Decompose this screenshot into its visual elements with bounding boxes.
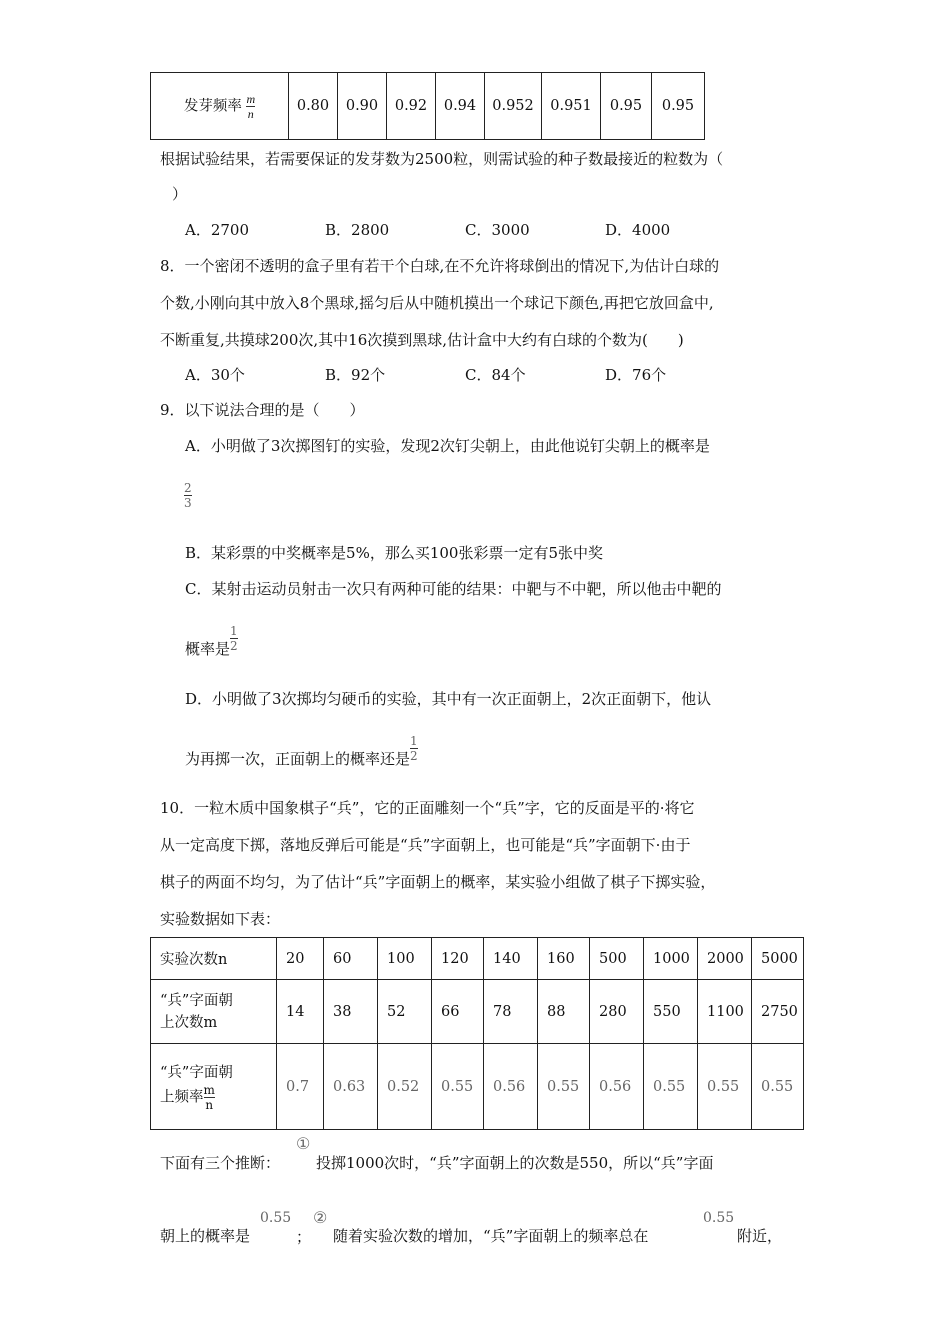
- rate-cell: 0.90: [338, 73, 387, 140]
- table-cell: 1000: [644, 938, 698, 980]
- table-cell: 100: [378, 938, 432, 980]
- q9-option-a-fraction: $\frac{2}{3}$: [184, 481, 192, 510]
- table-cell: 280: [590, 980, 644, 1044]
- table-row: [151, 938, 804, 980]
- option-c: C．3000: [465, 221, 530, 239]
- rate-cell: 0.92: [387, 73, 436, 140]
- q7-close: ）: [172, 185, 188, 203]
- table-cell: 0.56: [484, 1044, 538, 1130]
- germination-table: [150, 72, 705, 140]
- table-cell: 0.55: [644, 1044, 698, 1130]
- table-cell: 120: [432, 938, 484, 980]
- table-cell: 0.63: [324, 1044, 378, 1130]
- table-row: [151, 1044, 804, 1130]
- q9-stem: 9．以下说法合理的是（ ）: [160, 401, 365, 419]
- table-cell: 78: [484, 980, 538, 1044]
- table-cell: 160: [538, 938, 590, 980]
- semicolon: ；: [296, 1228, 312, 1246]
- inference-intro: 下面有三个推断：: [160, 1154, 281, 1172]
- inference-one: 投掷1000次时，“兵”字面朝上的次数是550，所以“兵”字面: [316, 1154, 714, 1172]
- q8-line: 8．一个密闭不透明的盒子里有若干个白球,在不允许将球倒出的情况下,为估计白球的: [160, 257, 720, 275]
- table-cell: 66: [432, 980, 484, 1044]
- q10-line: 棋子的两面不均匀，为了估计“兵”字面朝上的概率，某实验小组做了棋子下掷实验，: [160, 873, 716, 891]
- probability-value: 0.55: [260, 1210, 292, 1226]
- rate-cell: 0.952: [485, 73, 542, 140]
- chess-experiment-table: [150, 937, 804, 1130]
- option-c: C．84个: [465, 366, 526, 384]
- table-cell: 0.55: [538, 1044, 590, 1130]
- q9-option-a: A．小明做了3次掷图钉的实验，发现2次钉尖朝上，由此他说钉尖朝上的概率是: [185, 437, 710, 455]
- table-cell: 2000: [698, 938, 752, 980]
- table-cell: 0.52: [378, 1044, 432, 1130]
- fraction-m-over-n: $\frac{m}{n}$: [246, 91, 256, 121]
- inference-two: 随着实验次数的增加，“兵”字面朝上的频率总在: [333, 1227, 649, 1245]
- table-cell: 60: [324, 938, 378, 980]
- q7-options: [185, 219, 745, 240]
- circle-one: ①: [296, 1134, 311, 1153]
- option-b: B．2800: [325, 221, 390, 239]
- option-a: A．30个: [185, 366, 245, 384]
- row-label: 实验次数n: [151, 938, 277, 980]
- table-cell: 0.7: [277, 1044, 324, 1130]
- q9-option-c-line1: C．某射击运动员射击一次只有两种可能的结果：中靶与不中靶，所以他击中靶的: [185, 580, 722, 598]
- circle-two: ②: [313, 1208, 328, 1227]
- table-cell: 550: [644, 980, 698, 1044]
- option-b: B．92个: [325, 366, 386, 384]
- q9-option-d-line1: D．小明做了3次掷均匀硬币的实验，其中有一次正面朝上，2次正面朝下，他认: [185, 690, 712, 708]
- table-cell: 0.56: [590, 1044, 644, 1130]
- q8-options: [185, 364, 745, 385]
- option-a: A．2700: [185, 221, 250, 239]
- row-label: “兵”字面朝 上次数m: [151, 980, 277, 1044]
- table-cell: 500: [590, 938, 644, 980]
- q7-text: 根据试验结果，若需要保证的发芽数为2500粒，则需试验的种子数最接近的粒数为（: [160, 150, 724, 168]
- near-value: 0.55: [703, 1210, 735, 1226]
- q8-line: 不断重复,共摸球200次,其中16次摸到黑球,估计盒中大约有白球的个数为( ): [160, 331, 684, 349]
- table-cell: 38: [324, 980, 378, 1044]
- q10-line: 10．一粒木质中国象棋子“兵”，它的正面雕刻一个“兵”字，它的反面是平的·将它: [160, 799, 695, 817]
- table-row: [151, 73, 705, 140]
- table-cell: 0.55: [698, 1044, 752, 1130]
- option-d: D．4000: [605, 221, 671, 239]
- table-row: [151, 980, 804, 1044]
- rate-cell: 0.951: [542, 73, 601, 140]
- row-label: “兵”字面朝 上频率$\frac{m}{n}$: [151, 1044, 277, 1130]
- rate-cell: 0.95: [652, 73, 705, 140]
- probability-prefix: 朝上的概率是: [160, 1227, 251, 1245]
- fraction-m-over-n: $\frac{m}{n}$: [203, 1083, 215, 1112]
- table-cell: 14: [277, 980, 324, 1044]
- q8-line: 个数,小刚向其中放入8个黑球,摇匀后从中随机摸出一个球记下颜色,再把它放回盒中,: [160, 294, 714, 312]
- table-cell: 2750: [752, 980, 804, 1044]
- rate-cell: 0.95: [601, 73, 652, 140]
- rate-cell: 0.94: [436, 73, 485, 140]
- q10-line: 从一定高度下掷，落地反弹后可能是“兵”字面朝上，也可能是“兵”字面朝下·由于: [160, 836, 691, 854]
- table-cell: 1100: [698, 980, 752, 1044]
- q10-line: 实验数据如下表：: [160, 910, 281, 928]
- option-d: D．76个: [605, 366, 667, 384]
- table-cell: 88: [538, 980, 590, 1044]
- q9-option-c-line2: 概率是$\frac{1}{2}$: [185, 624, 238, 658]
- table-cell: 5000: [752, 938, 804, 980]
- q9-option-d-line2: 为再掷一次，正面朝上的概率还是$\frac{1}{2}$: [185, 734, 418, 768]
- table-cell: 20: [277, 938, 324, 980]
- table-cell: 0.55: [432, 1044, 484, 1130]
- germination-label: 发芽频率: [183, 98, 242, 114]
- table-cell: 0.55: [752, 1044, 804, 1130]
- q9-option-b: B．某彩票的中奖概率是5%，那么买100张彩票一定有5张中奖: [185, 544, 603, 562]
- table-cell: 140: [484, 938, 538, 980]
- rate-cell: 0.80: [289, 73, 338, 140]
- germination-label-cell: [151, 73, 289, 140]
- near-suffix: 附近，: [737, 1227, 783, 1245]
- table-cell: 52: [378, 980, 432, 1044]
